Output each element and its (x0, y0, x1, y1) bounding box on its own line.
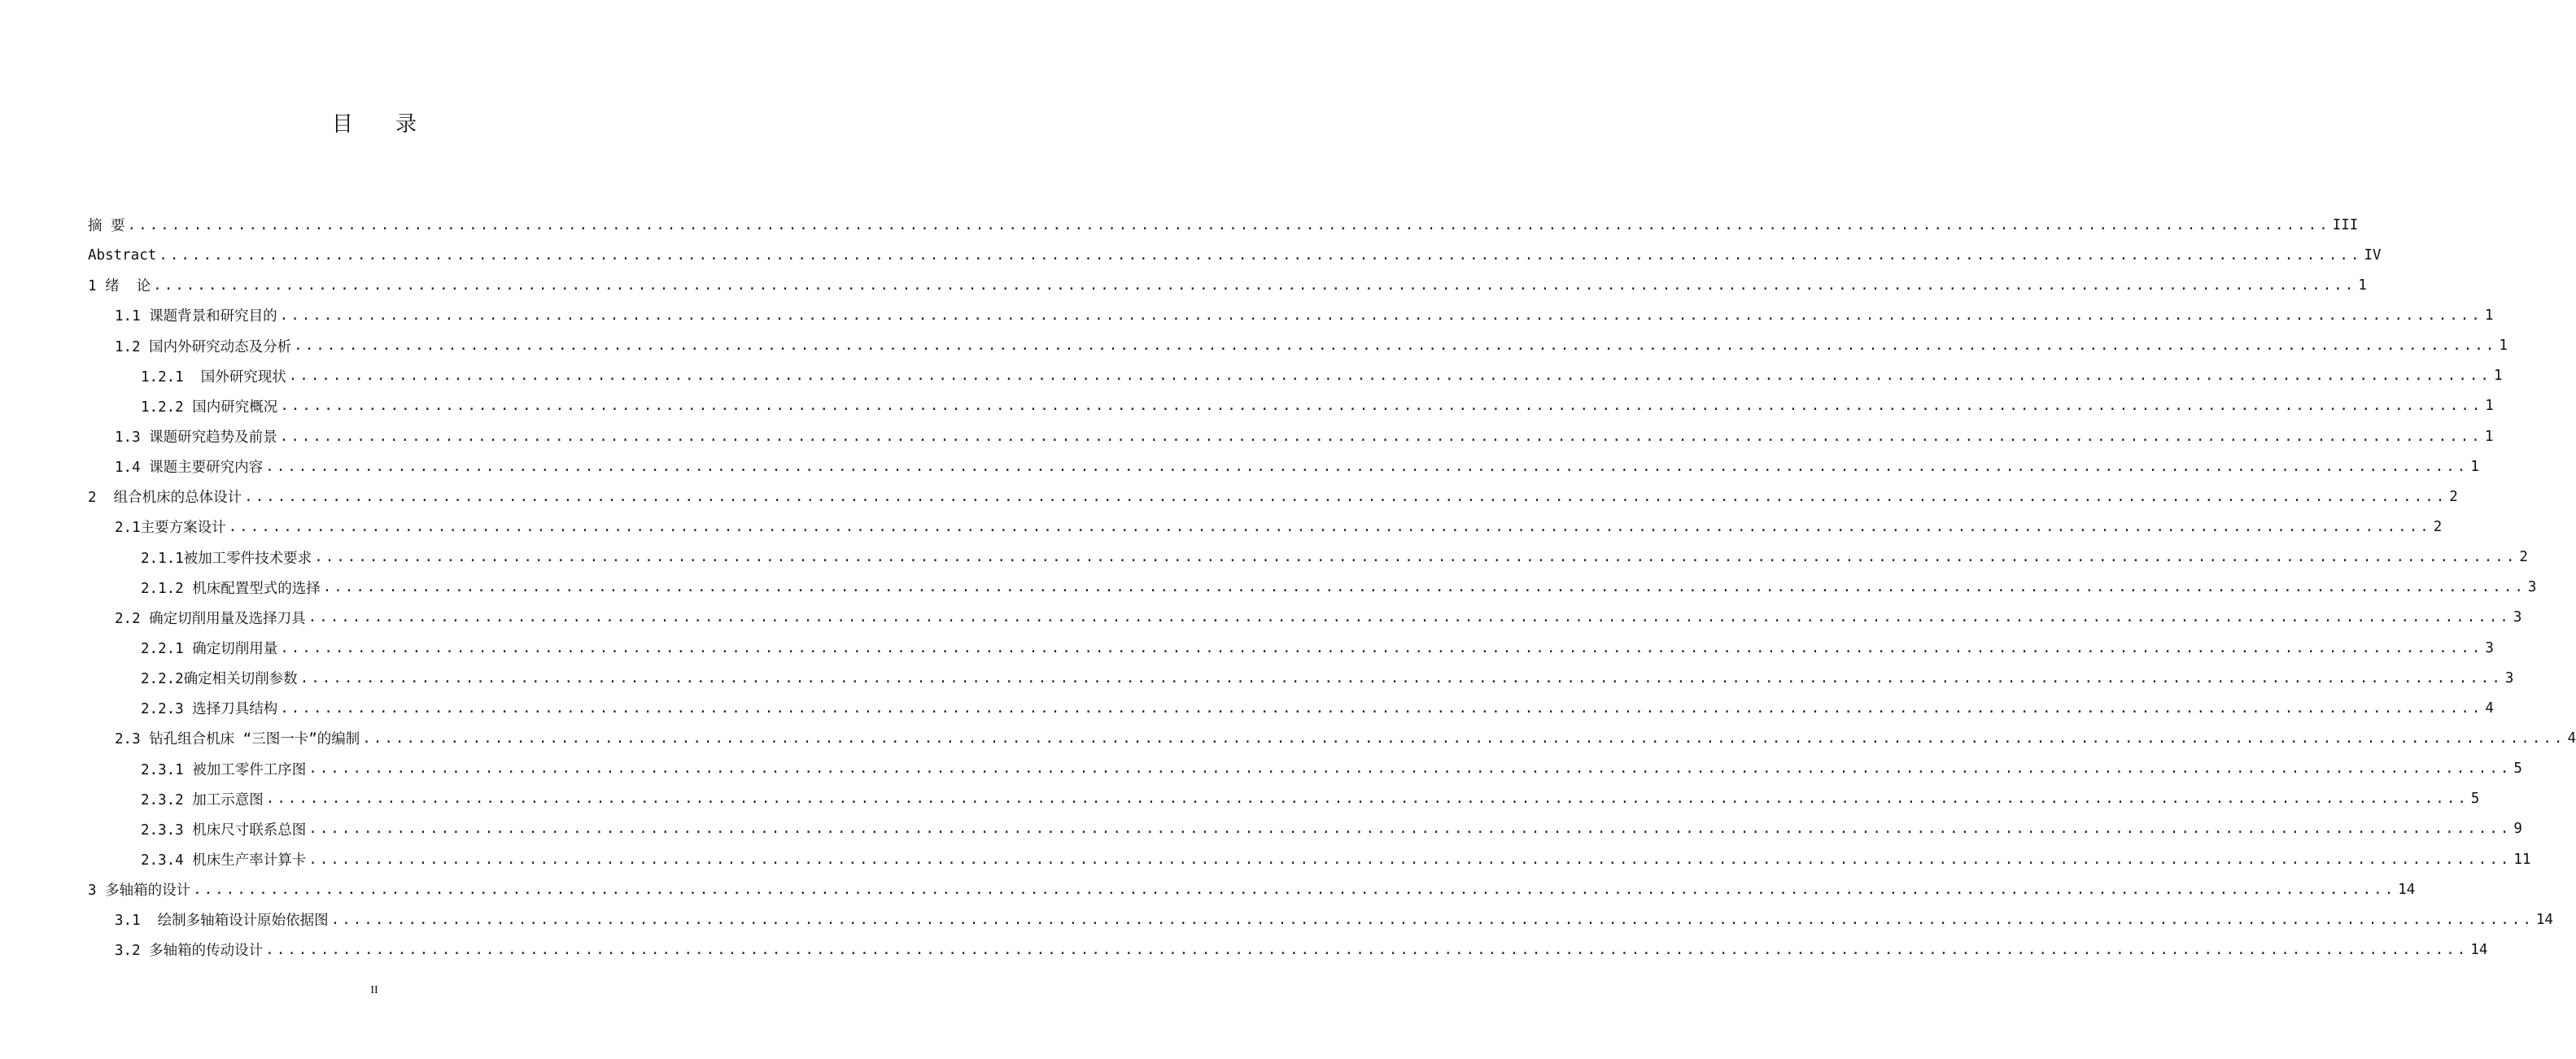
toc-leader-dots: ........................................................................................................................................................................................................ (322, 579, 2526, 596)
toc-entry-page: 1 (2485, 398, 2494, 415)
toc-entry[interactable] (88, 512, 2443, 542)
toc-leader-dots: ........................................................................................................................................................................................................ (244, 488, 2447, 505)
toc-leader-dots: ........................................................................................................................................................................................................ (330, 911, 2534, 928)
toc-entry[interactable] (88, 451, 2479, 482)
toc-leader-dots: ........................................................................................................................................................................................................ (288, 368, 2491, 385)
toc-leader-dots: ........................................................................................................................................................................................................ (159, 246, 2362, 264)
toc-leader-dots: ........................................................................................................................................................................................................ (362, 730, 2565, 747)
toc-entry-page: 2 (2433, 518, 2443, 535)
toc-leader-dots: ........................................................................................................................................................................................................ (265, 791, 2469, 808)
toc-leader-dots: ........................................................................................................................................................................................................ (308, 851, 2512, 868)
toc-leader-dots: ........................................................................................................................................................................................................ (265, 941, 2469, 958)
toc-entry-page: 1 (2499, 338, 2508, 355)
toc-entry[interactable] (88, 603, 2522, 633)
toc-entry-label: 1 绪 论 (88, 278, 151, 295)
toc-entry-label: 摘 要 (88, 218, 125, 235)
toc-entry-page: 5 (2470, 791, 2480, 808)
toc-entry-page: IV (2364, 246, 2382, 264)
toc-entry-page: III (2332, 216, 2359, 233)
toc-leader-dots: ........................................................................................................................................................................................................ (308, 760, 2512, 778)
toc-entry-page: 3 (2513, 609, 2522, 626)
toc-leader-dots: ........................................................................................................................................................................................................ (127, 216, 2330, 233)
toc-entry-label: 2.1主要方案设计 (115, 520, 226, 537)
toc-entry[interactable] (88, 391, 2494, 421)
toc-entry[interactable] (88, 663, 2514, 693)
toc-entry-label: 1.1 课题背景和研究目的 (115, 308, 277, 325)
toc-entry-label: 2.2 确定切削用量及选择刀具 (115, 610, 306, 627)
toc-entry[interactable] (88, 300, 2494, 330)
toc-entry[interactable] (88, 633, 2494, 663)
toc-entry-page: 2 (2449, 488, 2458, 505)
toc-entry[interactable] (88, 844, 2531, 874)
toc-entry-label: 3 多轴箱的设计 (88, 882, 191, 900)
toc-entry[interactable] (88, 240, 2382, 270)
toc-entry[interactable] (88, 573, 2537, 603)
toc-entry-label: 1.2.1 国外研究现状 (141, 368, 286, 386)
toc-entry-label: 2.3.3 机床尺寸联系总图 (141, 821, 307, 839)
toc-leader-dots: ........................................................................................................................................................................................................ (299, 669, 2503, 686)
toc-entry-label: 2.3.2 加工示意图 (141, 791, 264, 808)
toc-entry[interactable] (88, 270, 2367, 300)
toc-entry[interactable] (88, 874, 2416, 904)
toc-leader-dots: ........................................................................................................................................................................................................ (314, 549, 2517, 566)
toc-entry-page: 11 (2513, 851, 2531, 868)
toc-entry-label: 3.1 绘制多轴箱设计原始依据图 (115, 913, 329, 930)
toc-entry-label: 3.2 多轴箱的传动设计 (115, 943, 264, 960)
toc-leader-dots: ........................................................................................................................................................................................................ (265, 458, 2469, 475)
toc-leader-dots: ........................................................................................................................................................................................................ (280, 639, 2483, 656)
toc-entry-label: 1.2.2 国内研究概况 (141, 399, 278, 416)
toc-entry-page: 4 (2485, 699, 2494, 717)
toc-entry[interactable] (88, 331, 2508, 361)
toc-entry-label: Abstract (88, 246, 157, 264)
footer-page-number: II (370, 984, 378, 996)
toc-entry-page: 5 (2513, 760, 2522, 778)
toc-leader-dots: ........................................................................................................................................................................................................ (228, 518, 2431, 535)
toc-entry-page: 3 (2485, 639, 2494, 656)
toc-entry-page: 14 (2398, 881, 2416, 898)
toc-entry[interactable] (88, 754, 2522, 784)
toc-leader-dots: ........................................................................................................................................................................................................ (153, 277, 2356, 294)
toc-entry-page: 14 (2470, 941, 2488, 958)
toc-entry-page: 1 (2470, 458, 2479, 475)
toc-entry-page: 14 (2535, 911, 2553, 928)
toc-entry-page: 4 (2567, 730, 2576, 747)
toc-entry-page: 9 (2513, 821, 2522, 838)
toc-entry-page: 1 (2493, 368, 2503, 385)
toc-entry-page: 1 (2358, 277, 2367, 294)
toc-leader-dots: ........................................................................................................................................................................................................ (193, 881, 2396, 898)
toc-entry[interactable] (88, 904, 2553, 935)
toc-entry-page: 2 (2519, 549, 2528, 566)
toc-entry[interactable] (88, 482, 2458, 512)
page-title: 目 录 (331, 112, 435, 137)
toc-entry-label: 1.4 课题主要研究内容 (115, 460, 264, 477)
toc-entry-page: 1 (2484, 307, 2494, 324)
toc-entry-page: 3 (2504, 669, 2514, 686)
toc-leader-dots: ........................................................................................................................................................................................................ (308, 821, 2512, 838)
toc-entry-page: 3 (2527, 579, 2537, 596)
toc-entry-label: 2.1.1被加工零件技术要求 (141, 550, 312, 567)
toc-leader-dots: ........................................................................................................................................................................................................ (308, 609, 2511, 626)
toc-entry[interactable] (88, 693, 2494, 723)
toc-leader-dots: ........................................................................................................................................................................................................ (279, 307, 2482, 324)
toc-entry-label: 2.3 钻孔组合机床 “三图一卡”的编制 (115, 731, 360, 748)
toc-entry-label: 1.2 国内外研究动态及分析 (115, 338, 292, 355)
toc-entry-label: 2 组合机床的总体设计 (88, 490, 242, 507)
toc-leader-dots: ........................................................................................................................................................................................................ (280, 398, 2483, 415)
toc-entry[interactable] (88, 784, 2480, 814)
toc-entry-label: 2.1.2 机床配置型式的选择 (141, 580, 321, 597)
toc-entry[interactable] (88, 421, 2494, 451)
toc-leader-dots: ........................................................................................................................................................................................................ (294, 338, 2497, 355)
table-of-contents (88, 210, 2576, 965)
toc-entry[interactable] (88, 361, 2503, 391)
toc-entry-label: 2.3.4 机床生产率计算卡 (141, 852, 307, 869)
toc-entry-label: 2.2.3 选择刀具结构 (141, 701, 278, 718)
toc-entry[interactable] (88, 814, 2522, 844)
toc-leader-dots: ........................................................................................................................................................................................................ (279, 428, 2482, 445)
toc-leader-dots: ........................................................................................................................................................................................................ (280, 699, 2483, 717)
toc-entry-page: 1 (2484, 428, 2494, 445)
toc-entry[interactable] (88, 935, 2488, 965)
toc-entry-label: 2.2.1 确定切削用量 (141, 641, 278, 658)
toc-entry-label: 2.3.1 被加工零件工序图 (141, 761, 307, 778)
toc-entry[interactable] (88, 210, 2359, 240)
toc-entry[interactable] (88, 543, 2528, 573)
toc-entry[interactable] (88, 723, 2576, 753)
toc-entry-label: 2.2.2确定相关切削参数 (141, 671, 298, 688)
toc-entry-label: 1.3 课题研究趋势及前景 (115, 429, 277, 447)
